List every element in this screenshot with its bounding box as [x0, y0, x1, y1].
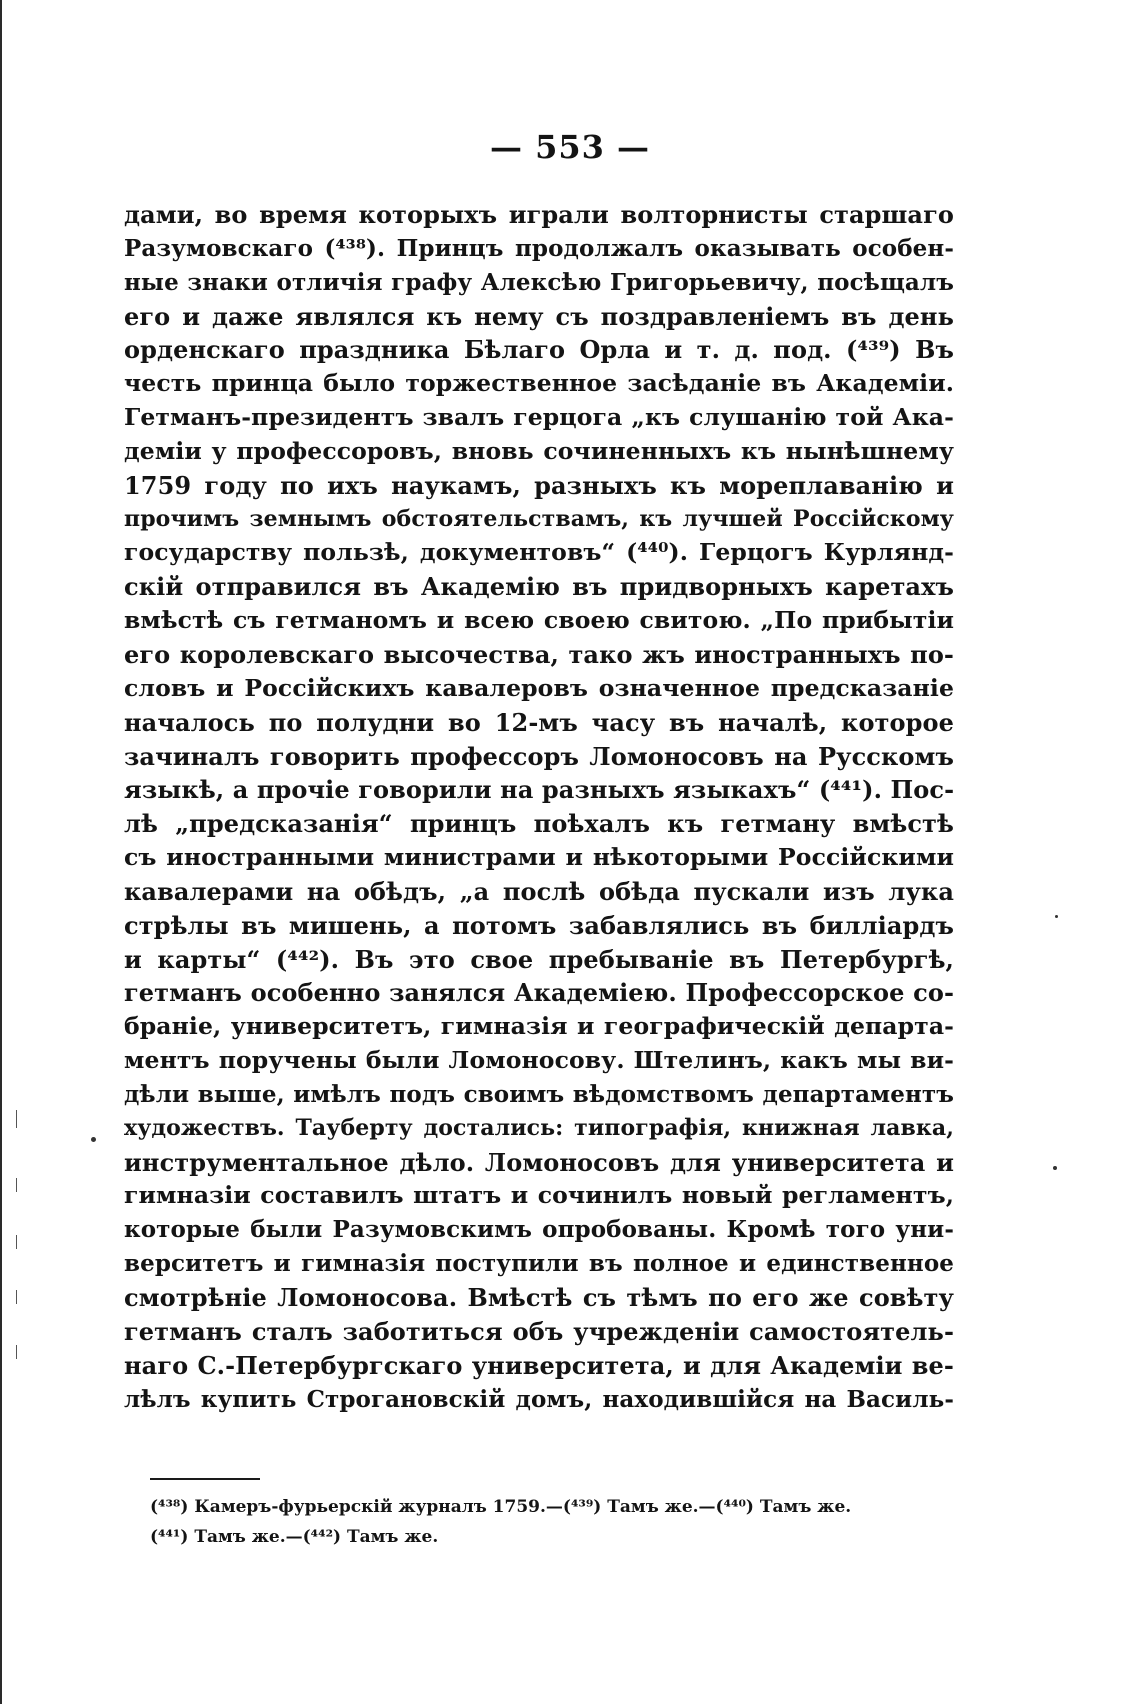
scan-mark-tick: [16, 1178, 17, 1192]
scan-mark-tick: [16, 1290, 17, 1304]
text-line: дами, во время которыхъ играли волторнисты старшаго: [124, 200, 954, 229]
text-line: и карты“ (⁴⁴²). Въ это свое пребываніе въ Петербургѣ,: [124, 944, 954, 974]
text-line: его и даже являлся къ нему съ поздравленіемъ въ день: [124, 301, 954, 331]
text-line: наго С.-Петербургскаго университета, и для Академіи ве-: [124, 1350, 954, 1380]
text-line: смотрѣніе Ломоносова. Вмѣстѣ съ тѣмъ по его же совѣту: [124, 1283, 954, 1312]
scan-mark-dot: [1053, 1166, 1057, 1170]
text-line: Гетманъ-президентъ звалъ герцога „къ слушанію той Ака-: [124, 403, 954, 432]
text-line: зачиналъ говорить профессоръ Ломоносовъ на Русскомъ: [124, 741, 954, 771]
scan-mark-dot: [91, 1137, 96, 1142]
text-line: государству пользѣ, документовъ“ (⁴⁴⁰). Герцогъ Курлянд-: [124, 538, 954, 567]
text-line: инструментальное дѣло. Ломоносовъ для университета и: [124, 1147, 954, 1177]
footnote-separator: [150, 1478, 260, 1480]
text-line: гимназіи составилъ штатъ и сочинилъ новый регламентъ,: [124, 1181, 954, 1210]
footnote-line: (⁴³⁸) Камеръ-фурьерскій журналъ 1759.—(⁴³⁹) Тамъ же.—(⁴⁴⁰) Тамъ же.: [150, 1497, 852, 1517]
text-line: началось по полудни во 12-мъ часу въ началѣ, которое: [124, 707, 954, 737]
text-line: его королевскаго высочества, тако жъ иностранныхъ по-: [124, 639, 954, 669]
page-left-edge: [0, 0, 2, 1704]
text-line: орденскаго праздника Бѣлаго Орла и т. д. под. (⁴³⁹) Въ: [124, 335, 954, 365]
text-line: стрѣлы въ мишень, а потомъ забавлялись въ билліардъ: [124, 910, 954, 940]
scan-mark-tick: [16, 1110, 17, 1128]
text-line: гетманъ особенно занялся Академіею. Профессорское со-: [124, 978, 954, 1008]
text-line: лѣ „предсказанія“ принцъ поѣхалъ къ гетману вмѣстѣ: [124, 809, 954, 839]
text-line: ные знаки отличія графу Алексѣю Григорьевичу, посѣщалъ: [124, 268, 954, 296]
text-line: художествъ. Тауберту достались: типографія, книжная лавка,: [124, 1114, 954, 1141]
text-line: словъ и Россійскихъ кавалеровъ означенное предсказаніе: [124, 673, 954, 702]
scan-mark-dot: [1055, 915, 1058, 918]
text-line: 1759 году по ихъ наукамъ, разныхъ къ мореплаванію и: [124, 470, 954, 500]
text-line: деміи у профессоровъ, вновь сочиненныхъ къ нынѣшнему: [124, 436, 954, 465]
footnote-line: (⁴⁴¹) Тамъ же.—(⁴⁴²) Тамъ же.: [150, 1527, 439, 1547]
text-line: ментъ поручены были Ломоносову. Штелинъ, какъ мы ви-: [124, 1046, 954, 1075]
scan-mark-tick: [16, 1235, 17, 1249]
text-line: которые были Разумовскимъ опробованы. Кромѣ того уни-: [124, 1216, 954, 1244]
text-line: дѣли выше, имѣлъ подъ своимъ вѣдомствомъ департаментъ: [124, 1080, 954, 1108]
text-line: скій отправился въ Академію въ придворныхъ каретахъ: [124, 572, 954, 602]
text-line: верситетъ и гимназія поступили въ полное и единственное: [124, 1250, 954, 1278]
text-line: браніе, университетъ, гимназія и географическій департа-: [124, 1012, 954, 1041]
footnotes: [150, 1492, 930, 1552]
scan-mark-tick: [16, 1345, 17, 1359]
text-line: вмѣстѣ съ гетманомъ и всею своею свитою. „По прибытіи: [124, 606, 954, 635]
text-line: Разумовскаго (⁴³⁸). Принцъ продолжалъ оказывать особен-: [124, 234, 954, 262]
text-line: прочимъ земнымъ обстоятельствамъ, къ лучшей Россійскому: [124, 505, 954, 532]
text-line: лѣлъ купить Строгановскій домъ, находившійся на Василь-: [124, 1385, 954, 1413]
text-line: честь принца было торжественное засѣданіе въ Академіи.: [124, 369, 954, 398]
text-line: гетманъ сталъ заботиться объ учрежденіи самостоятель-: [124, 1316, 954, 1346]
text-line: языкѣ, а прочіе говорили на разныхъ языкахъ“ (⁴⁴¹). Пос-: [124, 775, 955, 805]
page-number: — 553 —: [489, 128, 651, 166]
body-text: [124, 198, 954, 1416]
text-line: кавалерами на обѣдъ, „а послѣ обѣда пускали изъ лука: [124, 876, 954, 906]
text-line: съ иностранными министрами и нѣкоторыми Россійскими: [124, 843, 954, 872]
